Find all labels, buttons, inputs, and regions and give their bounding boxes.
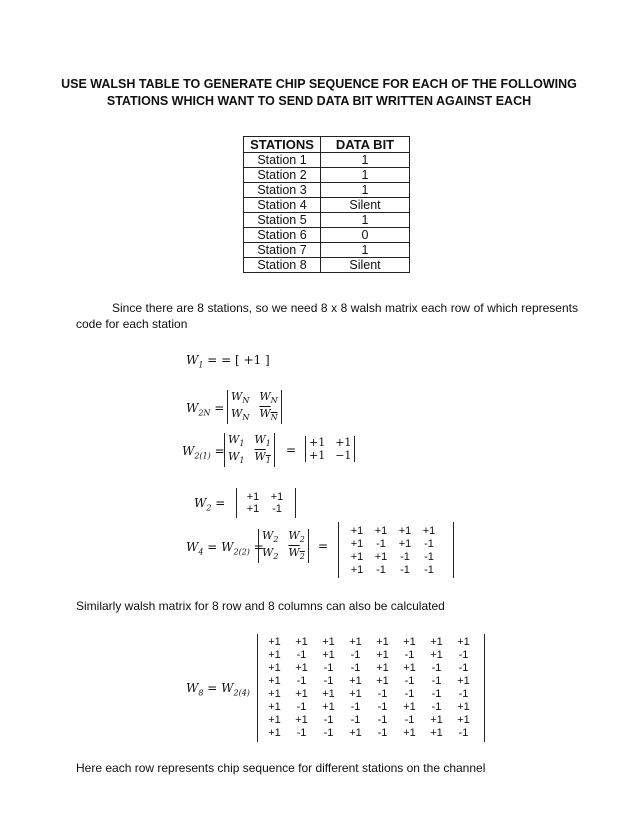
w4-cell: -1 [424, 564, 434, 576]
data-bit-cell: 1 [321, 183, 410, 198]
w8-cell: +1 [268, 675, 281, 687]
w8-cell: -1 [350, 714, 361, 726]
w2-matrix [236, 488, 296, 518]
w8-cell: +1 [349, 727, 362, 739]
w8-cell: +1 [430, 727, 443, 739]
data-bit-cell: 1 [321, 168, 410, 183]
w4-cell: +1 [374, 525, 388, 537]
w8-cell: +1 [403, 727, 416, 739]
w2-1-result-cell: +1 [335, 436, 352, 449]
data-bit-cell: 1 [321, 153, 410, 168]
w8-cell: +1 [268, 701, 281, 713]
station-name-cell: Station 8 [244, 258, 321, 273]
w4-cell: -1 [376, 538, 386, 550]
w8-cell: +1 [322, 701, 335, 713]
w2-1-result-cell: −1 [335, 449, 352, 462]
table-row [244, 213, 410, 228]
w4-matrix [338, 522, 454, 578]
w8-cell: -1 [404, 688, 415, 700]
column-header-data-bit: DATA BIT [321, 137, 410, 153]
w8-cell: +1 [268, 688, 281, 700]
table-header-row [244, 137, 410, 153]
table-row [244, 258, 410, 273]
data-bit-cell: 0 [321, 228, 410, 243]
w8-cell: -1 [323, 714, 334, 726]
w8-cell: +1 [376, 675, 389, 687]
w8-cell: -1 [350, 662, 361, 674]
w8-cell: +1 [268, 714, 281, 726]
station-name-cell: Station 5 [244, 213, 321, 228]
w8-cell: -1 [431, 662, 442, 674]
station-name-cell: Station 3 [244, 183, 321, 198]
w8-cell: -1 [458, 649, 469, 661]
equals-sign: = [286, 443, 297, 457]
w4-cell: +1 [350, 564, 364, 576]
w8-cell: -1 [458, 688, 469, 700]
w2n-label: $W_{2N}$ = [186, 401, 225, 418]
w2-cell: +1 [246, 491, 260, 503]
w8-cell: -1 [323, 662, 334, 674]
w8-cell: +1 [295, 688, 308, 700]
w2-cell: -1 [272, 503, 282, 515]
table-row [244, 243, 410, 258]
intro-text: Since there are 8 stations, so we need 8 x 8 walsh matrix each row of which represents code for each station [76, 301, 578, 331]
w4-cell: +1 [398, 538, 412, 550]
w8-cell: -1 [377, 701, 388, 713]
data-bit-cell: Silent [321, 258, 410, 273]
w8-cell: -1 [296, 701, 307, 713]
w4-cell: +1 [374, 551, 388, 563]
w8-cell: +1 [295, 636, 308, 648]
w2-cell: +1 [270, 491, 284, 503]
w4-cell: -1 [400, 564, 410, 576]
stations-table [243, 136, 410, 273]
w8-cell: +1 [268, 649, 281, 661]
w8-cell: -1 [377, 714, 388, 726]
w8-label: $W_8 = W_{2(4)}$ [186, 681, 250, 698]
w4-label: $W_4 = W_{2(2)}$ = [186, 540, 264, 557]
footer-text: Here each row represents chip sequence for different stations on the channel [76, 761, 486, 775]
w8-cell: +1 [403, 662, 416, 674]
w8-matrix [257, 634, 485, 742]
w8-cell: +1 [295, 662, 308, 674]
data-bit-cell: 1 [321, 243, 410, 258]
table-row [244, 153, 410, 168]
w8-cell: -1 [296, 649, 307, 661]
w8-cell: +1 [457, 714, 470, 726]
w8-cell: -1 [296, 727, 307, 739]
column-header-stations: STATIONS [244, 137, 321, 153]
w8-cell: +1 [295, 714, 308, 726]
w4-cell: +1 [350, 538, 364, 550]
w8-cell: +1 [430, 636, 443, 648]
w2n-block-matrix: $W_N$ $W_N$ $W_N$ $W_N$ [227, 390, 282, 424]
w8-cell: -1 [377, 688, 388, 700]
w2-1-label: $W_{2(1)}$ = [182, 444, 225, 461]
w4-block-matrix: $W_2$ $W_2$ $W_2$ $W_2$ [258, 529, 309, 563]
w8-cell: +1 [430, 649, 443, 661]
equals-sign-2: = [318, 539, 329, 553]
w2-1-result-cell: +1 [309, 436, 326, 449]
w8-cell: -1 [377, 727, 388, 739]
w4-cell: -1 [400, 551, 410, 563]
w8-cell: +1 [457, 701, 470, 713]
w4-cell: -1 [376, 564, 386, 576]
station-name-cell: Station 4 [244, 198, 321, 213]
table-row [244, 168, 410, 183]
w8-cell: +1 [376, 662, 389, 674]
w8-cell: +1 [403, 701, 416, 713]
w8-cell: +1 [376, 636, 389, 648]
w8-cell: -1 [404, 675, 415, 687]
w8-cell: -1 [404, 649, 415, 661]
w4-cell: +1 [398, 525, 412, 537]
w8-cell: +1 [457, 675, 470, 687]
w4-cell: -1 [424, 551, 434, 563]
w8-cell: -1 [323, 675, 334, 687]
w8-cell: +1 [349, 675, 362, 687]
w8-cell: +1 [430, 714, 443, 726]
w4-cell: +1 [350, 525, 364, 537]
w8-cell: +1 [322, 649, 335, 661]
w2-1-result-cell: +1 [309, 449, 326, 462]
station-name-cell: Station 7 [244, 243, 321, 258]
w2-1-block-matrix: $W_1$ $W_1$ $W_1$ $W_1$ [224, 433, 275, 467]
w8-cell: -1 [296, 675, 307, 687]
intro-paragraph [76, 300, 578, 332]
station-name-cell: Station 2 [244, 168, 321, 183]
w2-cell: +1 [246, 503, 260, 515]
w8-cell: -1 [458, 662, 469, 674]
w8-cell: +1 [403, 636, 416, 648]
w8-cell: +1 [457, 636, 470, 648]
similarly-text: Similarly walsh matrix for 8 row and 8 columns can also be calculated [76, 599, 445, 613]
table-row [244, 198, 410, 213]
w8-cell: +1 [322, 636, 335, 648]
w8-cell: +1 [376, 649, 389, 661]
data-bit-cell: 1 [321, 213, 410, 228]
data-bit-cell: Silent [321, 198, 410, 213]
w8-cell: +1 [268, 727, 281, 739]
w8-cell: +1 [322, 688, 335, 700]
w1-value: = [ +1 ] [221, 353, 270, 367]
w8-cell: +1 [268, 662, 281, 674]
w8-cell: -1 [323, 727, 334, 739]
page-title: USE WALSH TABLE TO GENERATE CHIP SEQUENCE FOR EACH OF THE FOLLOWING STATIONS WHICH WANT TO SEND DATA BIT WRITTEN AGAINST EACH [61, 77, 577, 108]
w4-cell: +1 [350, 551, 364, 563]
w8-cell: +1 [349, 636, 362, 648]
station-name-cell: Station 6 [244, 228, 321, 243]
table-row [244, 228, 410, 243]
w8-cell: -1 [431, 688, 442, 700]
w4-cell: -1 [424, 538, 434, 550]
w2-label: $W_2$ = [194, 496, 226, 513]
table-row [244, 183, 410, 198]
w2-1-result-matrix [305, 436, 355, 462]
w8-cell: +1 [268, 636, 281, 648]
w8-cell: -1 [458, 727, 469, 739]
w8-cell: +1 [349, 688, 362, 700]
w8-cell: -1 [404, 714, 415, 726]
w4-cell: +1 [422, 525, 436, 537]
w8-cell: -1 [431, 701, 442, 713]
w1-equation: $W_1$ = = [ +1 ] [186, 353, 270, 370]
w8-cell: -1 [350, 701, 361, 713]
w8-cell: -1 [350, 649, 361, 661]
station-name-cell: Station 1 [244, 153, 321, 168]
w8-cell: -1 [431, 675, 442, 687]
